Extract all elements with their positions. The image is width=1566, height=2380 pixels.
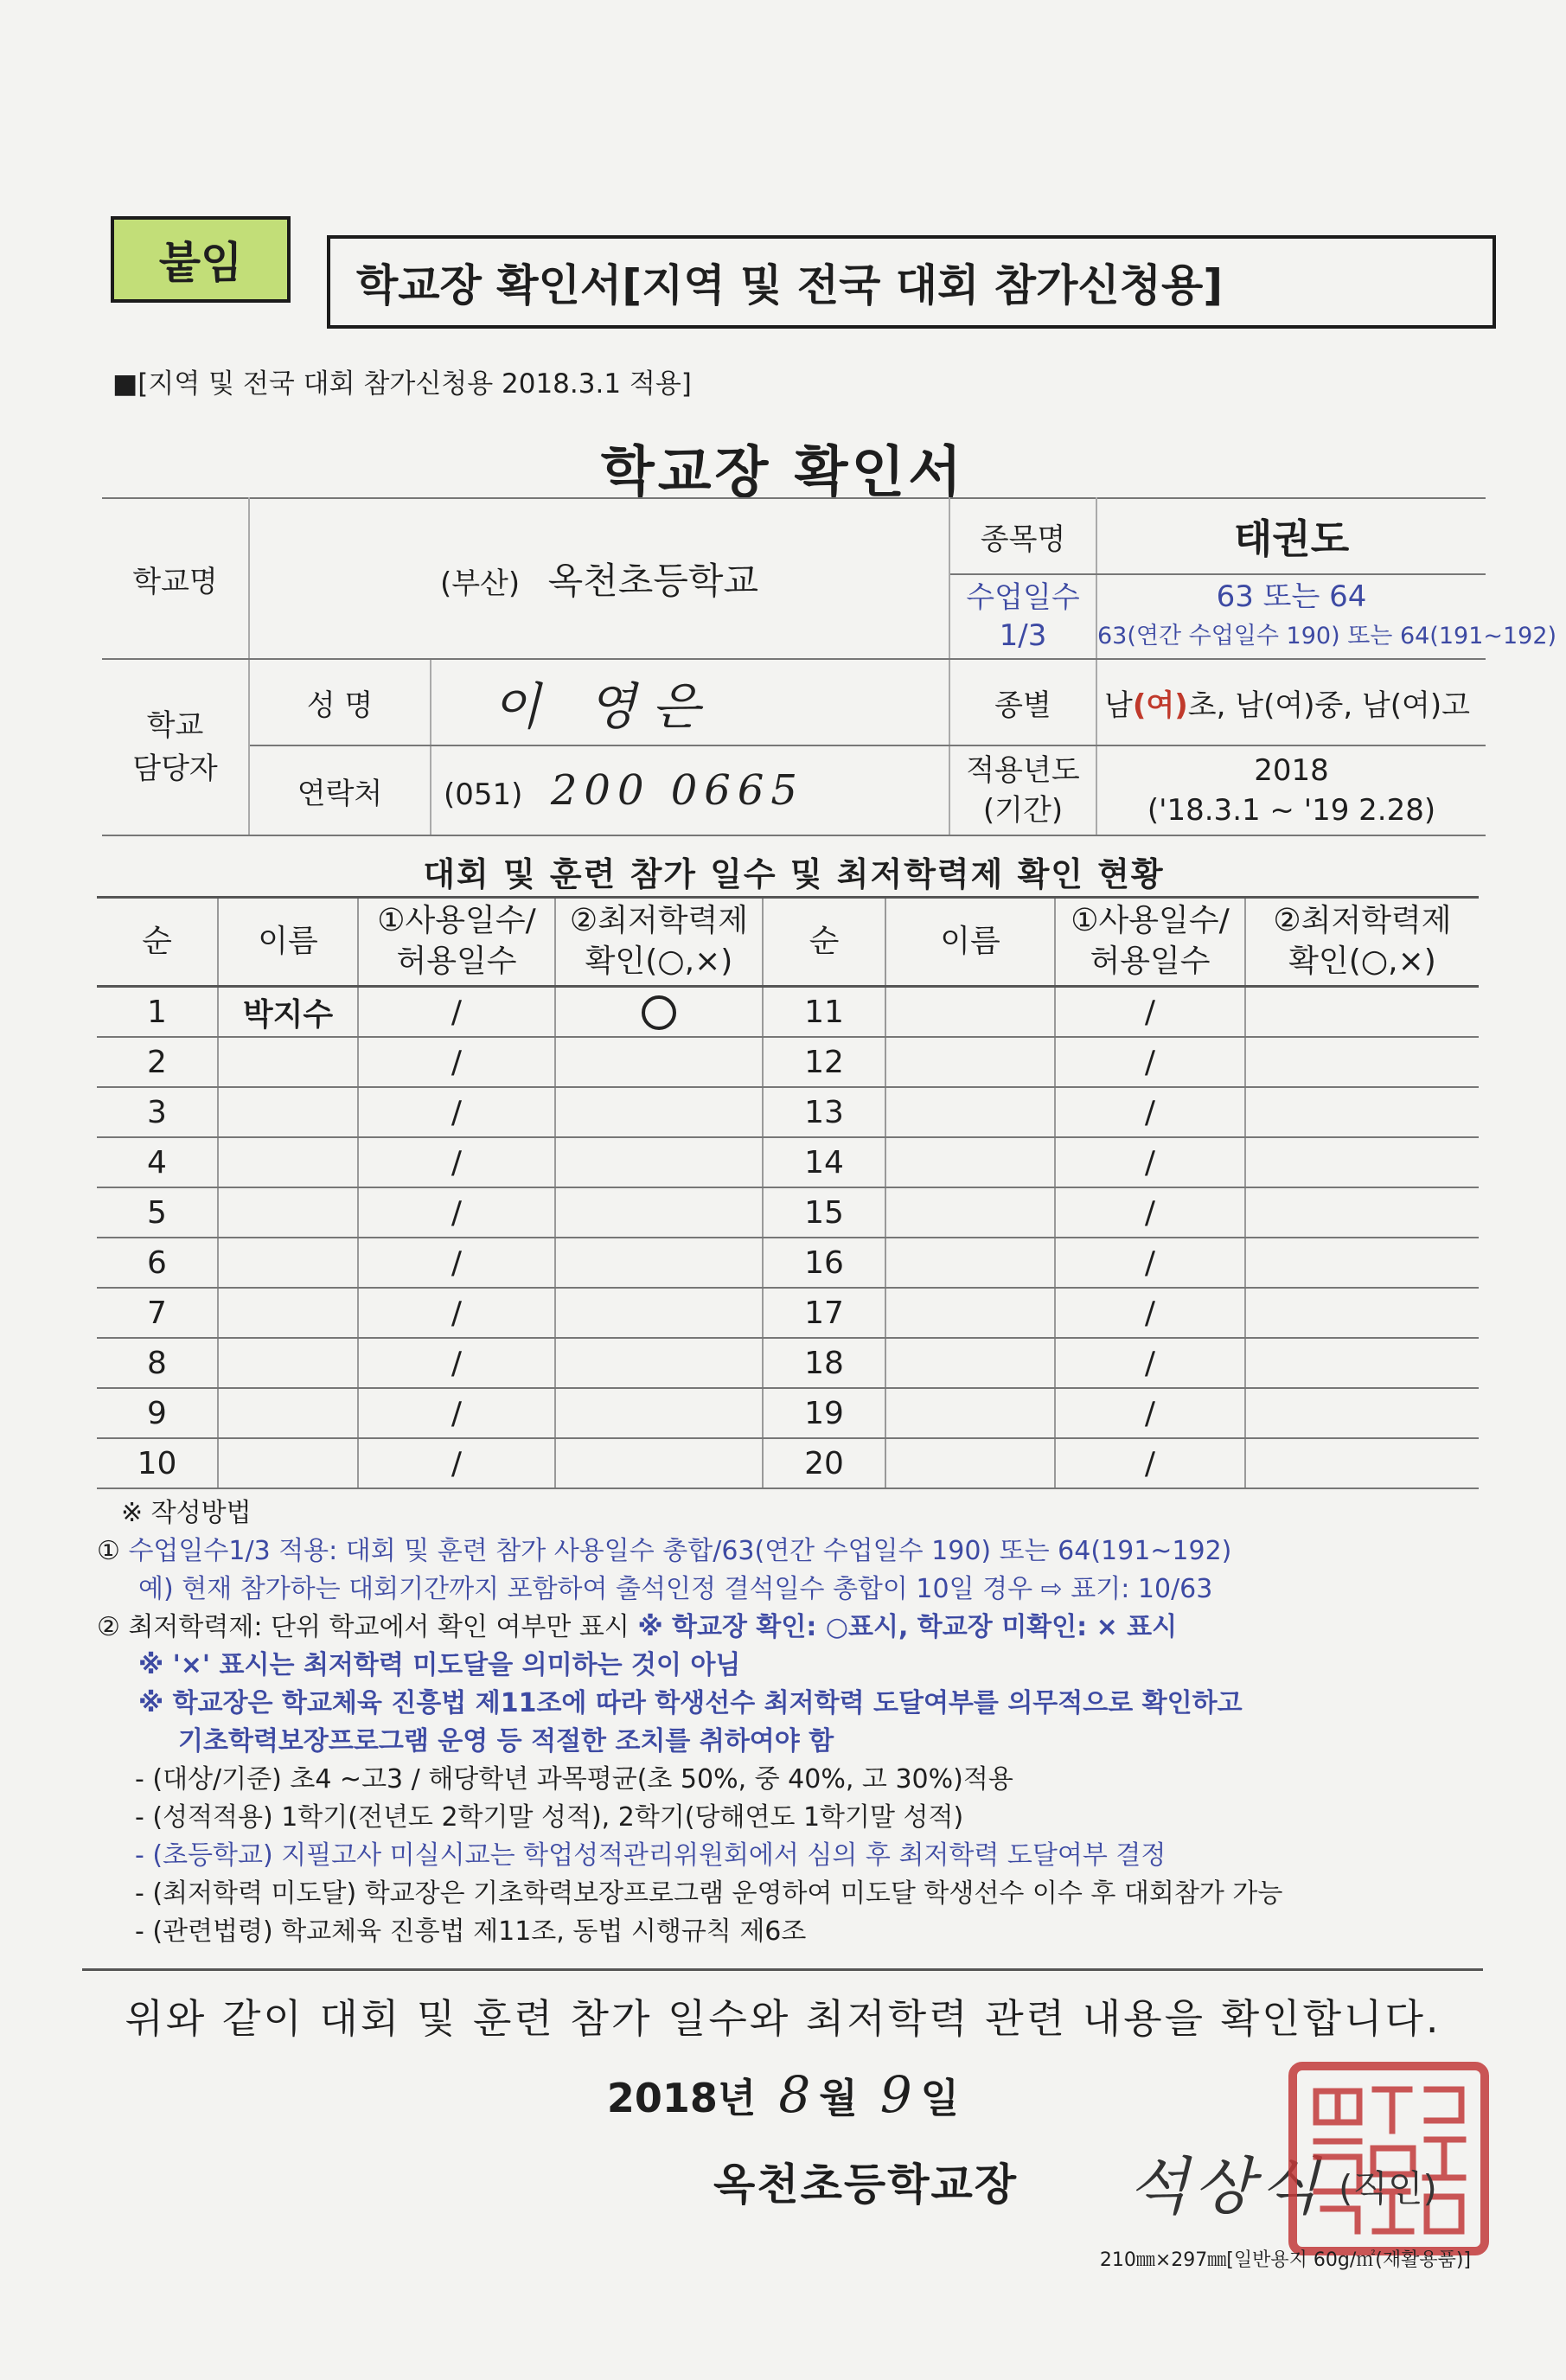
row-days: /: [358, 1087, 555, 1137]
school-label: 학교명: [102, 498, 249, 659]
row-academic: [555, 1037, 763, 1087]
note-1-text: 수업일수1/3 적용: 대회 및 훈련 참가 사용일수 총합/63(연간 수업일수 190) 또는 64(191~192): [128, 1536, 1232, 1566]
row-days: /: [358, 1438, 555, 1488]
days-label: [949, 574, 1096, 659]
notes-heading: ※ 작성방법: [121, 1498, 252, 1528]
row-name: [218, 1087, 358, 1137]
row-name: [885, 1187, 1055, 1238]
status-title: 대회 및 훈련 참가 일수 및 최저학력제 확인 현황: [423, 855, 1165, 893]
date-month: 8: [778, 2065, 811, 2124]
row-days: /: [1055, 1288, 1245, 1338]
days-value-line2: 63(연간 수업일수 190) 또는 64(191~192): [1097, 623, 1557, 649]
row-name: [218, 1187, 358, 1238]
row-name: [885, 1388, 1055, 1438]
row-days: /: [358, 1288, 555, 1338]
row-no: 2: [97, 1037, 218, 1087]
year-value-line1: 2018: [1254, 753, 1329, 788]
row-no: 6: [97, 1238, 218, 1288]
row-days: /: [1055, 1238, 1245, 1288]
year-label-line1: 적용년도: [966, 753, 1080, 788]
row-academic: [1245, 1238, 1479, 1288]
row-name: [885, 1338, 1055, 1388]
header-no-left: 순: [97, 898, 218, 987]
row-days: /: [1055, 1187, 1245, 1238]
note-2-marking: ※ 학교장 확인: ○표시, 학교장 미확인: × 표시: [637, 1612, 1178, 1642]
row-academic: [1245, 987, 1479, 1038]
school-region: (부산): [439, 566, 521, 601]
sport-value: 태권도: [1096, 498, 1486, 574]
row-days: /: [1055, 1388, 1245, 1438]
contact-label: [102, 659, 249, 835]
row-academic: [555, 1338, 763, 1388]
note-number: ②: [97, 1612, 120, 1642]
row-no: 3: [97, 1087, 218, 1137]
note-2-sub2b: 기초학력보장프로그램 운영 등 적절한 조치를 취하여야 함: [178, 1726, 834, 1756]
note-2-text: 최저학력제: 단위 학교에서 확인 여부만 표시: [128, 1612, 630, 1642]
row-days: /: [1055, 987, 1245, 1038]
table-row: [97, 1288, 1479, 1338]
row-no: 11: [763, 987, 885, 1038]
name-label: 성 명: [249, 659, 431, 745]
row-no: 4: [97, 1137, 218, 1187]
row-days: /: [1055, 1338, 1245, 1388]
row-academic: [1245, 1438, 1479, 1488]
paper-spec: 210㎜×297㎜[일반용지 60g/㎡(재활용품)]: [1099, 2249, 1471, 2271]
row-days: /: [358, 1137, 555, 1187]
year-period: ('18.3.1 ~ '19 2.28): [1147, 793, 1436, 828]
days-label-line1: 수업일수: [966, 580, 1080, 615]
detail-2: - (성적적용) 1학기(전년도 2학기말 성적), 2학기(당해연도 1학기말 성적): [135, 1802, 964, 1833]
note-number: ①: [97, 1536, 120, 1566]
row-days: /: [1055, 1087, 1245, 1137]
phone-label: 연락처: [249, 745, 431, 835]
seal-label: (직인): [1339, 2167, 1437, 2210]
table-row: [97, 1087, 1479, 1137]
header-no-right: 순: [763, 898, 885, 987]
row-no: 5: [97, 1187, 218, 1238]
row-no: 20: [763, 1438, 885, 1488]
note-2: [97, 1609, 1498, 1647]
row-name: [218, 1388, 358, 1438]
row-days: /: [358, 1037, 555, 1087]
row-academic: [555, 1388, 763, 1438]
detail-3: - (초등학교) 지필고사 미실시교는 학업성적관리위원회에서 심의 후 최저학력 도달여부 결정: [135, 1840, 1167, 1871]
gender-label: 종별: [949, 659, 1096, 745]
seal-pattern: [1297, 2070, 1480, 2247]
gender-selected: (여): [1132, 688, 1188, 723]
table-row: [97, 1187, 1479, 1238]
row-no: 16: [763, 1238, 885, 1288]
row-academic: [1245, 1388, 1479, 1438]
row-name: [885, 1238, 1055, 1288]
sport-label: 종목명: [949, 498, 1096, 574]
row-no: 19: [763, 1388, 885, 1438]
handwritten-name: 이 영은: [431, 659, 949, 745]
row-academic: [555, 1438, 763, 1488]
row-no: 18: [763, 1338, 885, 1388]
row-name: [885, 1037, 1055, 1087]
gender-value: [1096, 659, 1486, 745]
days-value: [1096, 574, 1557, 659]
row-academic: [1245, 1288, 1479, 1338]
row-days: /: [1055, 1438, 1245, 1488]
row-name: [218, 1238, 358, 1288]
contact-label-line2: 담당자: [132, 752, 218, 786]
days-value-line1: 63 또는 64: [1216, 579, 1367, 614]
row-no: 14: [763, 1137, 885, 1187]
attachment-tag: 붙임: [111, 216, 291, 303]
application-note: ■[지역 및 전국 대회 참가신청용 2018.3.1 적용]: [112, 368, 692, 400]
row-name: [218, 1037, 358, 1087]
gender-prefix: 남: [1104, 688, 1133, 723]
row-days: /: [358, 1338, 555, 1388]
row-days: /: [358, 1388, 555, 1438]
year-label-line2: (기간): [982, 793, 1064, 828]
official-seal-icon: [1288, 2062, 1489, 2255]
row-academic: [555, 1087, 763, 1137]
table-row: [97, 1338, 1479, 1388]
row-academic: [555, 987, 763, 1038]
header-name-right: 이름: [885, 898, 1055, 987]
row-name: [885, 1137, 1055, 1187]
row-name: [885, 1438, 1055, 1488]
row-name: [218, 1438, 358, 1488]
header-name-left: 이름: [218, 898, 358, 987]
date-month-unit: 월: [819, 2075, 858, 2121]
row-name: [218, 1288, 358, 1338]
header-academic-left: ②최저학력제 확인(○,×): [555, 898, 763, 987]
row-name: 박지수: [218, 987, 358, 1038]
table-row: [97, 1388, 1479, 1438]
table-row: [97, 1238, 1479, 1288]
detail-5: - (관련법령) 학교체육 진흥법 제11조, 동법 시행규칙 제6조: [135, 1916, 807, 1947]
contact-label-line1: 학교: [146, 708, 204, 743]
row-name: [218, 1137, 358, 1187]
date-day-unit: 일: [920, 2075, 960, 2121]
info-table: [102, 497, 1557, 836]
year-label: [949, 745, 1096, 835]
table-row: [97, 987, 1479, 1038]
row-no: 17: [763, 1288, 885, 1338]
row-academic: [1245, 1187, 1479, 1238]
phone-cell: [431, 745, 949, 835]
header-days-left: ①사용일수/ 허용일수: [358, 898, 555, 987]
document-heading-box: 학교장 확인서[지역 및 전국 대회 참가신청용]: [327, 235, 1496, 329]
row-no: 9: [97, 1388, 218, 1438]
row-no: 8: [97, 1338, 218, 1388]
page-title: 학교장 확인서: [600, 441, 966, 505]
row-academic: [555, 1288, 763, 1338]
principal-title: 옥천초등학교장: [713, 2159, 1019, 2210]
year-value: [1096, 745, 1486, 835]
gender-rest: 초, 남(여)중, 남(여)고: [1187, 688, 1470, 723]
table-row: [97, 1137, 1479, 1187]
row-name: [218, 1338, 358, 1388]
row-academic: [555, 1238, 763, 1288]
handwritten-phone: 200 0665: [550, 766, 804, 815]
row-no: 15: [763, 1187, 885, 1238]
divider: [82, 1968, 1483, 1971]
days-label-line2: 1/3: [999, 618, 1047, 653]
row-name: [885, 987, 1055, 1038]
row-academic: [1245, 1137, 1479, 1187]
row-name: [885, 1087, 1055, 1137]
date-year: 2018년: [606, 2075, 757, 2121]
handwritten-signature: 석상식: [1128, 2150, 1325, 2223]
row-days: /: [358, 1238, 555, 1288]
table-row: [97, 1438, 1479, 1488]
school-name: 옥천초등학교: [547, 560, 759, 602]
row-academic: [1245, 1087, 1479, 1137]
detail-1: - (대상/기준) 초4 ~고3 / 해당학년 과목평균(초 50%, 중 40%, 고 30%)적용: [135, 1764, 1013, 1795]
confirmation-text: 위와 같이 대회 및 훈련 참가 일수와 최저학력 관련 내용을 확인합니다.: [125, 1995, 1441, 2042]
row-days: /: [1055, 1037, 1245, 1087]
detail-4: - (최저학력 미도달) 학교장은 기초학력보장프로그램 운영하여 미도달 학생선수 이수 후 대회참가 가능: [135, 1878, 1283, 1909]
row-days: /: [1055, 1137, 1245, 1187]
row-no: 10: [97, 1438, 218, 1488]
row-no: 12: [763, 1037, 885, 1087]
row-no: 13: [763, 1087, 885, 1137]
note-1: [97, 1532, 1498, 1571]
row-academic: [555, 1187, 763, 1238]
header-days-right: ①사용일수/ 허용일수: [1055, 898, 1245, 987]
row-no: 1: [97, 987, 218, 1038]
table-row: [97, 1037, 1479, 1087]
phone-area: (051): [444, 777, 523, 812]
row-academic: [1245, 1338, 1479, 1388]
writing-instructions: [97, 1494, 1498, 1951]
circle-mark-icon: [642, 995, 676, 1030]
status-table: [97, 896, 1479, 1489]
row-days: /: [358, 987, 555, 1038]
row-no: 7: [97, 1288, 218, 1338]
note-1-example: 예) 현재 참가하는 대회기간까지 포함하여 출석인정 결석일수 총합이 10일 경우 ⇨ 표기: 10/63: [138, 1574, 1213, 1604]
row-days: /: [358, 1187, 555, 1238]
date-day: 9: [879, 2065, 912, 2124]
row-academic: [555, 1137, 763, 1187]
note-2-sub1: ※ '×' 표시는 최저학력 미도달을 의미하는 것이 아님: [138, 1650, 741, 1680]
note-2-sub2a: ※ 학교장은 학교체육 진흥법 제11조에 따라 학생선수 최저학력 도달여부를 의무적으로 확인하고: [138, 1688, 1243, 1718]
school-name-cell: [249, 498, 949, 659]
row-academic: [1245, 1037, 1479, 1087]
row-name: [885, 1288, 1055, 1338]
header-academic-right: ②최저학력제 확인(○,×): [1245, 898, 1479, 987]
